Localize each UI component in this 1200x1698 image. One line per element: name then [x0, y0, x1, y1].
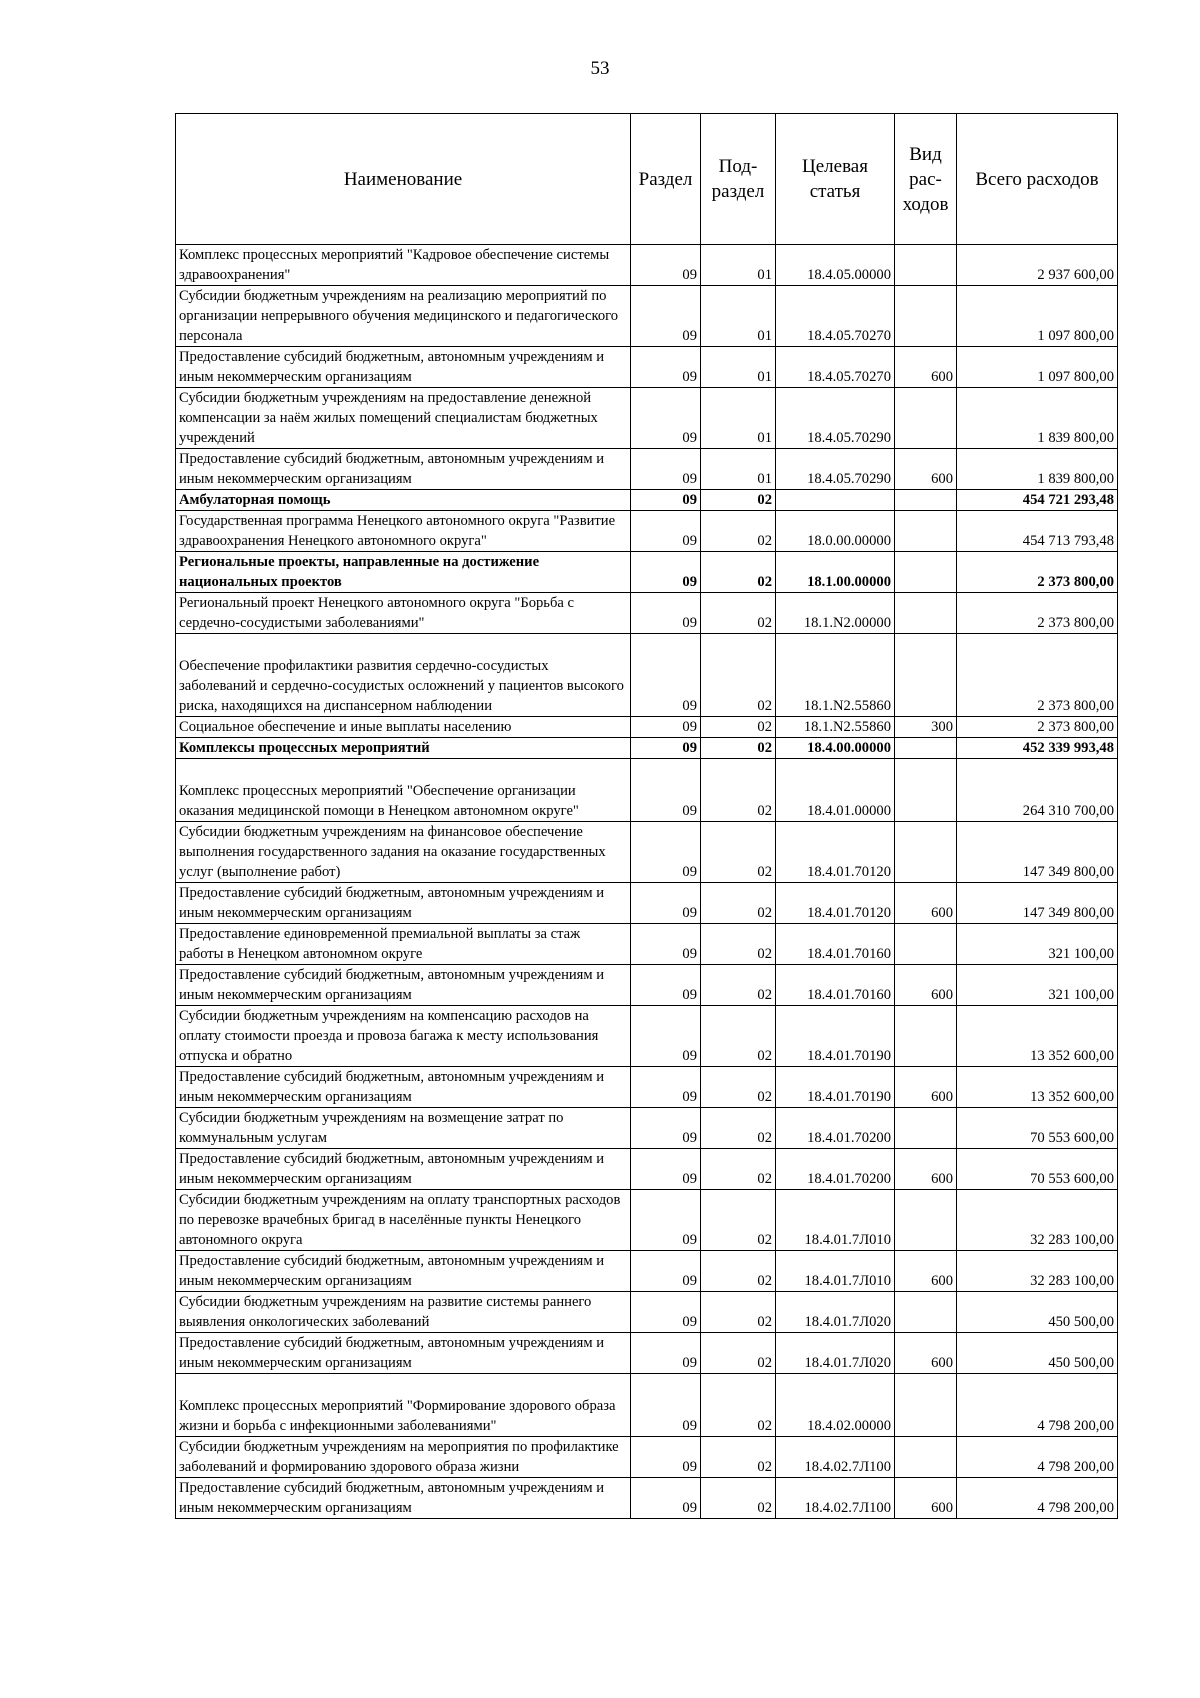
row-vid-cell: 600: [895, 347, 957, 388]
row-article-cell: 18.4.05.00000: [776, 245, 895, 286]
row-total-cell: 147 349 800,00: [957, 883, 1118, 924]
row-name-cell: Субсидии бюджетным учреждениям на компенсацию расходов на оплату стоимости проезда и провоза багажа к месту использования отпуска и обратно: [176, 1006, 631, 1067]
row-article-cell: 18.4.05.70290: [776, 388, 895, 449]
row-name-cell: Амбулаторная помощь: [176, 490, 631, 511]
table-row: [176, 717, 1118, 738]
row-name-cell: Субсидии бюджетным учреждениям на предоставление денежной компенсации за наём жилых помещений специалистам бюджетных учреждений: [176, 388, 631, 449]
row-podrazdel-cell: 02: [701, 717, 776, 738]
row-podrazdel-cell: 02: [701, 924, 776, 965]
row-article-cell: 18.4.01.7Л020: [776, 1292, 895, 1333]
table-row: [176, 1251, 1118, 1292]
row-razdel-cell: 09: [631, 1149, 701, 1190]
table-row: [176, 759, 1118, 822]
row-podrazdel-cell: 02: [701, 1437, 776, 1478]
row-total-cell: 2 373 800,00: [957, 552, 1118, 593]
row-total-cell: 147 349 800,00: [957, 822, 1118, 883]
row-article-cell: 18.4.01.70190: [776, 1067, 895, 1108]
row-razdel-cell: 09: [631, 1006, 701, 1067]
row-podrazdel-cell: 01: [701, 286, 776, 347]
table-row: [176, 388, 1118, 449]
row-vid-cell: [895, 738, 957, 759]
row-podrazdel-cell: 01: [701, 245, 776, 286]
row-podrazdel-cell: 02: [701, 490, 776, 511]
row-vid-cell: 600: [895, 1067, 957, 1108]
table-row: [176, 965, 1118, 1006]
row-vid-cell: [895, 1108, 957, 1149]
row-vid-cell: [895, 245, 957, 286]
row-razdel-cell: 09: [631, 1437, 701, 1478]
row-total-cell: 13 352 600,00: [957, 1067, 1118, 1108]
row-article-cell: 18.4.02.7Л100: [776, 1437, 895, 1478]
row-total-cell: 13 352 600,00: [957, 1006, 1118, 1067]
row-vid-cell: [895, 822, 957, 883]
row-name-cell: Комплекс процессных мероприятий "Кадровое обеспечение системы здравоохранения": [176, 245, 631, 286]
row-article-cell: 18.4.02.00000: [776, 1374, 895, 1437]
table-row: [176, 1006, 1118, 1067]
row-podrazdel-cell: 02: [701, 511, 776, 552]
header-vid: Вид рас- ходов: [895, 114, 957, 245]
row-razdel-cell: 09: [631, 924, 701, 965]
row-total-cell: 2 373 800,00: [957, 593, 1118, 634]
row-article-cell: 18.4.01.70120: [776, 883, 895, 924]
row-razdel-cell: 09: [631, 1067, 701, 1108]
header-name: Наименование: [176, 114, 631, 245]
row-name-cell: Обеспечение профилактики развития сердечно-сосудистых заболеваний и сердечно-сосудистых осложнений у пациентов высокого риска, находящихся на диспансерном наблюдении: [176, 634, 631, 717]
row-razdel-cell: 09: [631, 245, 701, 286]
row-total-cell: 454 713 793,48: [957, 511, 1118, 552]
row-article-cell: 18.4.05.70270: [776, 347, 895, 388]
row-vid-cell: [895, 552, 957, 593]
row-name-cell: Предоставление субсидий бюджетным, автономным учреждениям и иным некоммерческим организациям: [176, 1149, 631, 1190]
row-name-cell: Комплекс процессных мероприятий "Обеспечение организации оказания медицинской помощи в Ненецком автономном округе": [176, 759, 631, 822]
row-article-cell: 18.4.01.00000: [776, 759, 895, 822]
row-podrazdel-cell: 02: [701, 759, 776, 822]
table-header-row: [176, 114, 1118, 245]
row-vid-cell: 300: [895, 717, 957, 738]
row-podrazdel-cell: 02: [701, 1374, 776, 1437]
row-name-cell: Субсидии бюджетным учреждениям на реализацию мероприятий по организации непрерывного обучения медицинского и педагогического персонала: [176, 286, 631, 347]
row-vid-cell: [895, 1374, 957, 1437]
table-row: [176, 1437, 1118, 1478]
row-article-cell: [776, 490, 895, 511]
row-name-cell: Субсидии бюджетным учреждениям на развитие системы раннего выявления онкологических заболеваний: [176, 1292, 631, 1333]
row-name-cell: Социальное обеспечение и иные выплаты населению: [176, 717, 631, 738]
row-article-cell: 18.4.01.70120: [776, 822, 895, 883]
row-podrazdel-cell: 02: [701, 883, 776, 924]
row-article-cell: 18.4.00.00000: [776, 738, 895, 759]
row-podrazdel-cell: 02: [701, 1292, 776, 1333]
row-razdel-cell: 09: [631, 1374, 701, 1437]
row-podrazdel-cell: 02: [701, 1478, 776, 1519]
row-razdel-cell: 09: [631, 717, 701, 738]
row-name-cell: Предоставление субсидий бюджетным, автономным учреждениям и иным некоммерческим организациям: [176, 449, 631, 490]
table-row: [176, 286, 1118, 347]
row-article-cell: 18.4.01.7Л010: [776, 1251, 895, 1292]
row-podrazdel-cell: 02: [701, 1149, 776, 1190]
row-name-cell: Предоставление субсидий бюджетным, автономным учреждениям и иным некоммерческим организациям: [176, 1478, 631, 1519]
budget-table: [175, 113, 1118, 1519]
row-podrazdel-cell: 02: [701, 738, 776, 759]
row-name-cell: Субсидии бюджетным учреждениям на мероприятия по профилактике заболеваний и формированию здорового образа жизни: [176, 1437, 631, 1478]
row-razdel-cell: 09: [631, 738, 701, 759]
row-total-cell: 454 721 293,48: [957, 490, 1118, 511]
row-article-cell: 18.4.01.70160: [776, 924, 895, 965]
row-razdel-cell: 09: [631, 1333, 701, 1374]
row-name-cell: Предоставление единовременной премиальной выплаты за стаж работы в Ненецком автономном округе: [176, 924, 631, 965]
row-total-cell: 321 100,00: [957, 924, 1118, 965]
row-name-cell: Субсидии бюджетным учреждениям на финансовое обеспечение выполнения государственного задания на оказание государственных услуг (выполнение работ): [176, 822, 631, 883]
table-row: [176, 1374, 1118, 1437]
row-razdel-cell: 09: [631, 883, 701, 924]
row-podrazdel-cell: 02: [701, 822, 776, 883]
row-razdel-cell: 09: [631, 1190, 701, 1251]
table-row: [176, 511, 1118, 552]
row-razdel-cell: 09: [631, 388, 701, 449]
row-total-cell: 1 839 800,00: [957, 449, 1118, 490]
row-total-cell: 321 100,00: [957, 965, 1118, 1006]
row-article-cell: 18.4.01.70200: [776, 1149, 895, 1190]
row-total-cell: 1 097 800,00: [957, 347, 1118, 388]
row-name-cell: Предоставление субсидий бюджетным, автономным учреждениям и иным некоммерческим организациям: [176, 965, 631, 1006]
row-vid-cell: 600: [895, 1333, 957, 1374]
row-name-cell: Субсидии бюджетным учреждениям на оплату транспортных расходов по перевозке врачебных бригад в населённые пункты Ненецкого автономного округа: [176, 1190, 631, 1251]
row-article-cell: 18.1.N2.55860: [776, 634, 895, 717]
row-total-cell: 32 283 100,00: [957, 1190, 1118, 1251]
row-name-cell: Предоставление субсидий бюджетным, автономным учреждениям и иным некоммерческим организациям: [176, 883, 631, 924]
row-vid-cell: 600: [895, 1149, 957, 1190]
row-vid-cell: [895, 286, 957, 347]
row-article-cell: 18.1.N2.55860: [776, 717, 895, 738]
header-total: Всего расходов: [957, 114, 1118, 245]
row-vid-cell: [895, 1006, 957, 1067]
row-razdel-cell: 09: [631, 490, 701, 511]
table-row: [176, 245, 1118, 286]
row-vid-cell: 600: [895, 965, 957, 1006]
row-article-cell: 18.1.00.00000: [776, 552, 895, 593]
row-razdel-cell: 09: [631, 634, 701, 717]
row-razdel-cell: 09: [631, 1478, 701, 1519]
row-vid-cell: [895, 924, 957, 965]
row-vid-cell: [895, 759, 957, 822]
row-total-cell: 2 937 600,00: [957, 245, 1118, 286]
row-vid-cell: 600: [895, 1251, 957, 1292]
row-vid-cell: [895, 1292, 957, 1333]
row-total-cell: 452 339 993,48: [957, 738, 1118, 759]
table-row: [176, 347, 1118, 388]
row-podrazdel-cell: 02: [701, 552, 776, 593]
header-podrazdel: Под- раздел: [701, 114, 776, 245]
table-row: [176, 634, 1118, 717]
row-razdel-cell: 09: [631, 552, 701, 593]
header-razdel: Раздел: [631, 114, 701, 245]
row-podrazdel-cell: 02: [701, 1067, 776, 1108]
row-name-cell: Предоставление субсидий бюджетным, автономным учреждениям и иным некоммерческим организациям: [176, 347, 631, 388]
header-article: Целевая статья: [776, 114, 895, 245]
row-razdel-cell: 09: [631, 1108, 701, 1149]
row-article-cell: 18.4.02.7Л100: [776, 1478, 895, 1519]
row-vid-cell: 600: [895, 883, 957, 924]
row-total-cell: 4 798 200,00: [957, 1374, 1118, 1437]
row-name-cell: Комплексы процессных мероприятий: [176, 738, 631, 759]
row-article-cell: 18.4.05.70290: [776, 449, 895, 490]
row-podrazdel-cell: 02: [701, 1251, 776, 1292]
row-podrazdel-cell: 01: [701, 449, 776, 490]
row-article-cell: 18.4.01.70190: [776, 1006, 895, 1067]
row-vid-cell: 600: [895, 449, 957, 490]
row-article-cell: 18.4.01.7Л020: [776, 1333, 895, 1374]
row-vid-cell: [895, 490, 957, 511]
row-vid-cell: [895, 634, 957, 717]
row-podrazdel-cell: 02: [701, 634, 776, 717]
row-article-cell: 18.1.N2.00000: [776, 593, 895, 634]
row-total-cell: 32 283 100,00: [957, 1251, 1118, 1292]
table-row: [176, 593, 1118, 634]
row-razdel-cell: 09: [631, 1251, 701, 1292]
row-podrazdel-cell: 02: [701, 1333, 776, 1374]
row-razdel-cell: 09: [631, 449, 701, 490]
row-podrazdel-cell: 02: [701, 1190, 776, 1251]
row-vid-cell: [895, 1190, 957, 1251]
row-total-cell: 2 373 800,00: [957, 717, 1118, 738]
row-name-cell: Субсидии бюджетным учреждениям на возмещение затрат по коммунальным услугам: [176, 1108, 631, 1149]
table-row: [176, 1108, 1118, 1149]
row-podrazdel-cell: 02: [701, 1108, 776, 1149]
table-row: [176, 822, 1118, 883]
row-vid-cell: [895, 1437, 957, 1478]
row-razdel-cell: 09: [631, 511, 701, 552]
table-row: [176, 738, 1118, 759]
row-razdel-cell: 09: [631, 822, 701, 883]
table-row: [176, 1333, 1118, 1374]
row-razdel-cell: 09: [631, 965, 701, 1006]
row-total-cell: 2 373 800,00: [957, 634, 1118, 717]
row-total-cell: 4 798 200,00: [957, 1478, 1118, 1519]
row-vid-cell: [895, 388, 957, 449]
row-article-cell: 18.4.01.70160: [776, 965, 895, 1006]
row-name-cell: Региональные проекты, направленные на достижение национальных проектов: [176, 552, 631, 593]
row-podrazdel-cell: 02: [701, 965, 776, 1006]
row-podrazdel-cell: 01: [701, 388, 776, 449]
row-podrazdel-cell: 02: [701, 1006, 776, 1067]
row-name-cell: Комплекс процессных мероприятий "Формирование здорового образа жизни и борьба с инфекционными заболеваниями": [176, 1374, 631, 1437]
row-name-cell: Региональный проект Ненецкого автономного округа "Борьба с сердечно-сосудистыми заболеваниями": [176, 593, 631, 634]
row-razdel-cell: 09: [631, 347, 701, 388]
row-razdel-cell: 09: [631, 593, 701, 634]
table-row: [176, 1292, 1118, 1333]
table-row: [176, 490, 1118, 511]
row-article-cell: 18.0.00.00000: [776, 511, 895, 552]
row-total-cell: 70 553 600,00: [957, 1108, 1118, 1149]
row-vid-cell: [895, 511, 957, 552]
row-podrazdel-cell: 01: [701, 347, 776, 388]
row-total-cell: 4 798 200,00: [957, 1437, 1118, 1478]
table-row: [176, 552, 1118, 593]
row-total-cell: 450 500,00: [957, 1292, 1118, 1333]
row-vid-cell: 600: [895, 1478, 957, 1519]
row-article-cell: 18.4.01.70200: [776, 1108, 895, 1149]
row-name-cell: Предоставление субсидий бюджетным, автономным учреждениям и иным некоммерческим организациям: [176, 1333, 631, 1374]
row-total-cell: 264 310 700,00: [957, 759, 1118, 822]
row-podrazdel-cell: 02: [701, 593, 776, 634]
row-name-cell: Предоставление субсидий бюджетным, автономным учреждениям и иным некоммерческим организациям: [176, 1067, 631, 1108]
page-number: 53: [590, 58, 610, 79]
row-name-cell: Государственная программа Ненецкого автономного округа "Развитие здравоохранения Ненецкого автономного округа": [176, 511, 631, 552]
table-row: [176, 883, 1118, 924]
row-article-cell: 18.4.01.7Л010: [776, 1190, 895, 1251]
row-vid-cell: [895, 593, 957, 634]
row-razdel-cell: 09: [631, 759, 701, 822]
row-article-cell: 18.4.05.70270: [776, 286, 895, 347]
row-razdel-cell: 09: [631, 286, 701, 347]
row-total-cell: 1 097 800,00: [957, 286, 1118, 347]
table-row: [176, 449, 1118, 490]
row-total-cell: 1 839 800,00: [957, 388, 1118, 449]
table-row: [176, 1149, 1118, 1190]
table-row: [176, 924, 1118, 965]
row-razdel-cell: 09: [631, 1292, 701, 1333]
row-total-cell: 70 553 600,00: [957, 1149, 1118, 1190]
row-total-cell: 450 500,00: [957, 1333, 1118, 1374]
table-row: [176, 1478, 1118, 1519]
row-name-cell: Предоставление субсидий бюджетным, автономным учреждениям и иным некоммерческим организациям: [176, 1251, 631, 1292]
table-row: [176, 1190, 1118, 1251]
table-row: [176, 1067, 1118, 1108]
